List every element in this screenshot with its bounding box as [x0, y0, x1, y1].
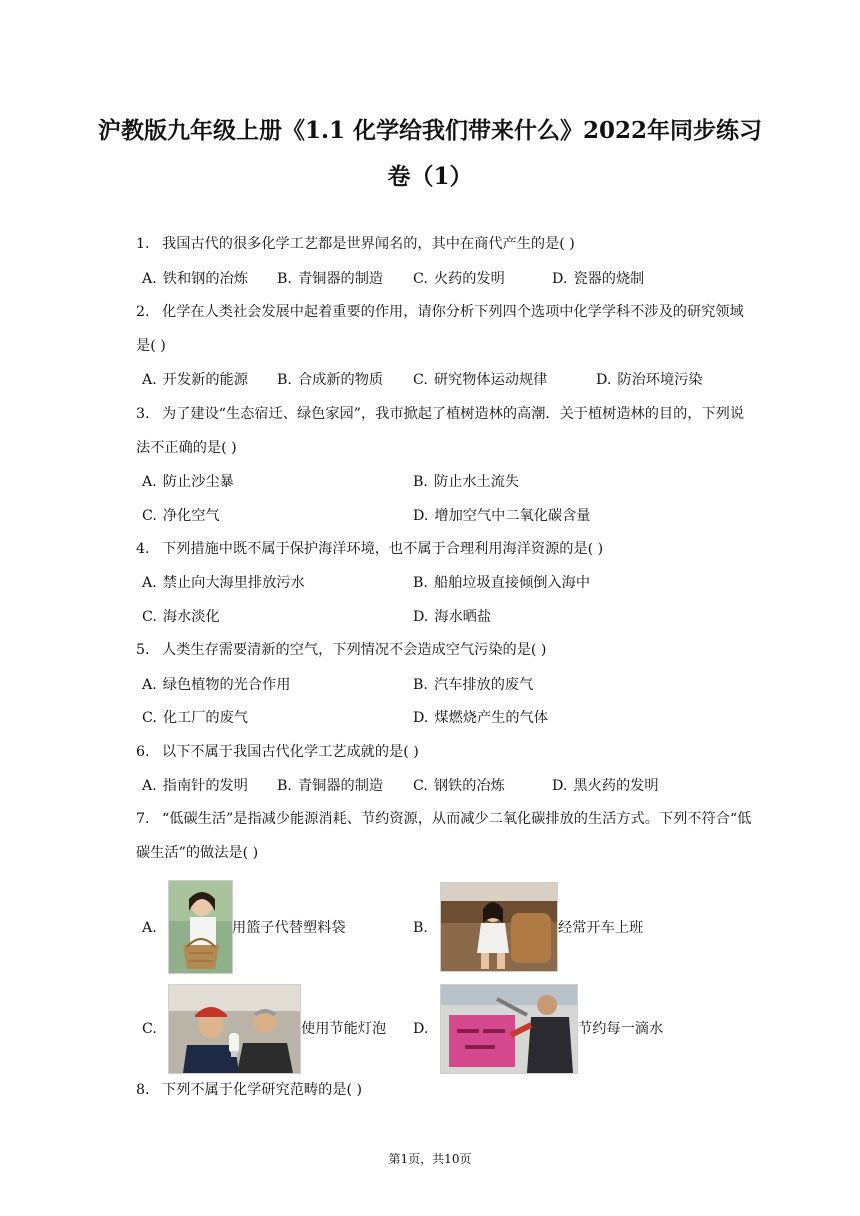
option-d: D. 防治环境污染	[596, 372, 703, 388]
question-7	[136, 802, 756, 870]
option-c-label: C.	[142, 1021, 157, 1037]
option-d: D. 瓷器的烧制	[552, 271, 645, 287]
question-3	[136, 397, 756, 465]
option-b: B. 合成新的物质	[277, 372, 384, 388]
option-c: C. 海水淡化	[142, 609, 220, 625]
question-text: 化学在人类社会发展中起着重要的作用，请你分析下列四个选项中化学学科不涉及的研究领域是( )	[136, 304, 744, 354]
option-d-label: D.	[413, 1021, 429, 1037]
question-number: 4.	[136, 541, 150, 557]
page-title: 沪教版九年级上册《1.1 化学给我们带来什么》2022年同步练习卷（1）	[97, 117, 763, 190]
photo-woman-in-car	[440, 882, 558, 972]
question-8	[136, 1073, 756, 1107]
option-b: B. 防止水土流失	[413, 474, 520, 490]
option-a-text: 用篮子代替塑料袋	[232, 920, 346, 936]
photo-man-fixing-tap	[440, 984, 578, 1074]
option-b: B. 船舶垃圾直接倾倒入海中	[413, 575, 591, 591]
question-number: 1.	[136, 236, 150, 252]
option-b-text: 经常开车上班	[558, 920, 644, 936]
option-b: B. 青铜器的制造	[277, 271, 384, 287]
option-a: A. 禁止向大海里排放污水	[142, 575, 305, 591]
option-c: C. 钢铁的冶炼	[413, 778, 505, 794]
option-d: D. 海水晒盐	[413, 609, 492, 625]
option-d-text: 节约每一滴水	[578, 1021, 664, 1037]
option-a: A. 铁和钢的冶炼	[142, 271, 248, 287]
question-5	[136, 633, 756, 667]
question-2	[136, 295, 756, 363]
question-number: 2.	[136, 304, 150, 320]
question-text: 人类生存需要清新的空气，下列情况不会造成空气污染的是( )	[162, 642, 547, 658]
question-text: 以下不属于我国古代化学工艺成就的是( )	[162, 744, 419, 760]
option-a: A. 开发新的能源	[142, 372, 248, 388]
question-text: 下列不属于化学研究范畴的是( )	[162, 1082, 363, 1098]
question-text: 为了建设“生态宿迁、绿色家园”，我市掀起了植树造林的高潮．关于植树造林的目的，下列说法不正确的是( )	[136, 406, 745, 456]
question-6	[136, 735, 756, 769]
question-number: 6.	[136, 744, 150, 760]
question-number: 8.	[136, 1082, 150, 1098]
question-1	[136, 227, 756, 261]
option-a-label: A.	[142, 920, 157, 936]
option-d: D. 增加空气中二氧化碳含量	[413, 508, 591, 524]
question-text: 我国古代的很多化学工艺都是世界闻名的，其中在商代产生的是( )	[162, 236, 575, 252]
option-c: C. 净化空气	[142, 508, 220, 524]
question-text: “低碳生活”是指减少能源消耗、节约资源，从而减少二氧化碳排放的生活方式。下列不符合“低碳生活”的做法是( )	[136, 811, 752, 861]
option-d: D. 煤燃烧产生的气体	[413, 710, 548, 726]
page-footer: 第1页，共10页	[388, 1152, 472, 1166]
photo-girl-with-basket	[168, 880, 233, 974]
question-number: 3.	[136, 406, 150, 422]
option-a: A. 绿色植物的光合作用	[142, 677, 291, 693]
option-b: B. 汽车排放的废气	[413, 677, 534, 693]
option-c-text: 使用节能灯泡	[301, 1021, 387, 1037]
question-number: 5.	[136, 642, 150, 658]
question-number: 7.	[136, 811, 150, 827]
option-a: A. 指南针的发明	[142, 778, 248, 794]
photo-people-with-bulb	[168, 984, 301, 1074]
option-d: D. 黑火药的发明	[552, 778, 659, 794]
question-4	[136, 532, 756, 566]
question-text: 下列措施中既不属于保护海洋环境，也不属于合理利用海洋资源的是( )	[162, 541, 604, 557]
option-c: C. 化工厂的废气	[142, 710, 248, 726]
option-b: B. 青铜器的制造	[277, 778, 384, 794]
option-c: C. 研究物体运动规律	[413, 372, 548, 388]
option-b-label: B.	[413, 920, 428, 936]
option-c: C. 火药的发明	[413, 271, 505, 287]
option-a: A. 防止沙尘暴	[142, 474, 234, 490]
